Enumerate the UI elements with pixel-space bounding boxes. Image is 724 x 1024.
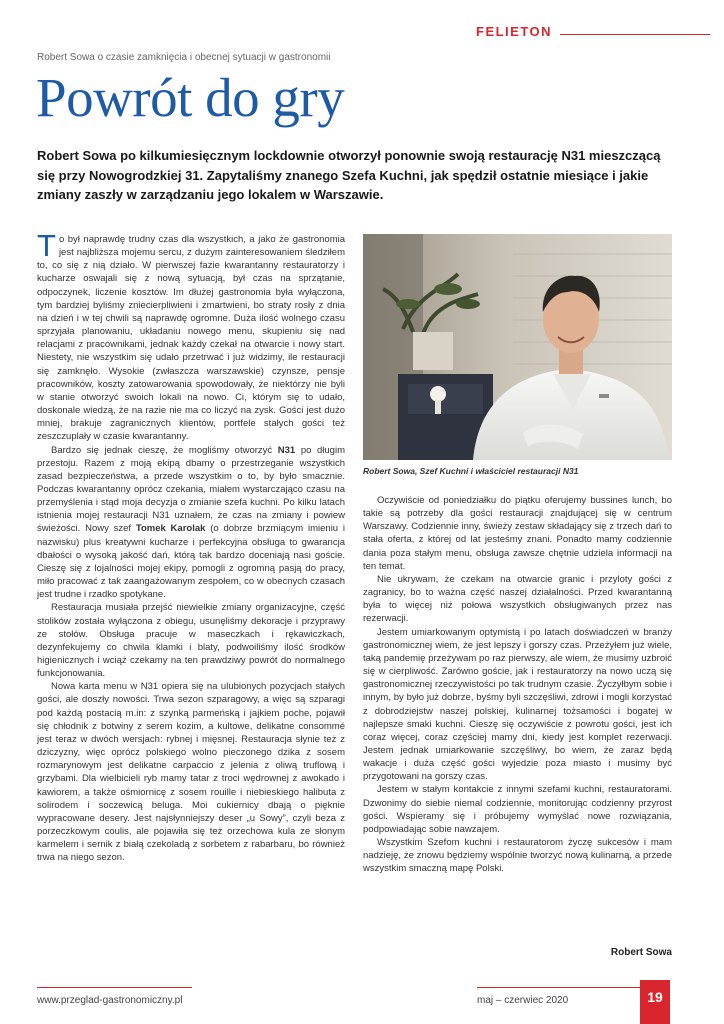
article-kicker: Robert Sowa o czasie zamknięcia i obecnej sytuacji w gastronomii	[37, 52, 331, 63]
article-headline: Powrót do gry	[36, 67, 345, 128]
footer-rule-right	[477, 987, 640, 988]
article-column-left	[37, 228, 345, 865]
footer-rule-left	[37, 987, 192, 988]
article-paragraph	[37, 444, 345, 602]
article-paragraph: Jestem w stałym kontakcie z innymi szefami kuchni, restauratorami. Dzwonimy do siebie niemal codziennie, monitorując codzienny przyrost gości. Wspieramy się i próbujemy wymyślać nowe rozwiązania, podpowiadając sobie nawzajem.	[363, 784, 672, 835]
chef-name: Tomek Karolak	[135, 523, 206, 535]
article-paragraph	[37, 228, 345, 444]
restaurant-name: N31	[277, 444, 296, 456]
chef-photo-illustration	[363, 234, 672, 460]
article-column-right	[363, 494, 672, 876]
paragraph-text: o był naprawdę trudny czas dla wszystkich, a jako że gastronomia jest najbliższa mojemu sercu, z dużym zainteresowaniem śledziłem to, co się z nią działo. W pierwszej fazie kwarantanny restauratorzy i kucharze oswajali się z nową sytuacją, był czas na sprzątanie, odpoczynek, liczenie kosztów. Im dłużej gastronomia była wyłączona, tym bardziej byliśmy zniecierpliwieni i zmartwieni, bo straty rosły z dnia na dzień i w tej chwili są naprawdę ogromne. Duża ilość wolnego czasu sprzyjała planowaniu, układaniu nowego menu, skupieniu się nad relacjami z pracownikami, jednak każdy czekał na otwarcie i nowy start. Niestety, nie wszystkim się udało przetrwać i już widzimy, ile restauracji się zamknęło. Wysokie (zwłaszcza warszawskie) czynsze, pensje pracowników, koszty zatowarowania spowodowały, że niektórzy nie byli w stanie otworzyć swoich lokali na nowo. Ci, którym się to udało, doskonale wiedzą, że na razie nie ma co liczyć na zysk. Gości jest dużo mniej, brakuje zagranicznych klientów, portfele stałych gości też zeszczuplały w czasie kwarantanny.	[37, 234, 345, 443]
author-signature: Robert Sowa	[610, 947, 672, 958]
article-paragraph: Jestem umiarkowanym optymistą i po latach doświadczeń w branży gastronomicznej wiem, że jest lepszy i gorszy czas. Przeżyłem już wiele, taką pandemię przeżywam po raz pierwszy, ale wiem, że musimy uzbroić się w cierpliwość. Zarówno goście, jak i restauratorzy na nowo uczą się gastronomicznej rzeczywistości po tak trudnym czasie. Życzyłbym sobie i innym, by było już dobrze, byśmy byli szczęśliwi, zdrowi i mogli korzystać z dobrodziejstw naszej polskiej, kulinarnej tożsamości i bogatej w najlepsze smaki kuchni. Cieszę się oczywiście z powrotu gości, jest ich coraz więcej, coraz częściej mamy dni, kiedy jest komplet rezerwacji. Jestem jednak umiarkowanie szczęśliwy, bo wiem, że zaraz będą wakacje i duża część gości wyjedzie poza miasto i musimy być przygotowani na gorszy czas.	[363, 626, 672, 783]
article-paragraph: Restauracja musiała przejść niewielkie zmiany organizacyjne, część stolików została wyłączona z obiegu, usunęliśmy dekoracje i przyprawy ze stołów. Obsługa pracuje w maseczkach i rękawiczkach, dezynfekujemy co chwila klamki i blaty, podwoiliśmy ilość środków higienicznych i wciąż czekamy na ten prawdziwy powrót do normalnego funkcjonowania.	[37, 602, 345, 680]
article-paragraph: Wszystkim Szefom kuchni i restauratorom życzę sukcesów i mam nadzieję, że znowu będziemy wspólnie tworzyć nową kulinarną, a przede wszystkim smaczną mapę Polski.	[363, 837, 672, 875]
article-paragraph: Nowa karta menu w N31 opiera się na ulubionych pozycjach stałych gości, ale doszły nowości. Trwa sezon szparagowy, a więc są szparagi pod każdą postacią m.in: z szynką parmeńską i jajkiem poche, pojawił się chłodnik z botwiny z serem kozim, a kultowe, delikatne consommé jest teraz w dwóch wersjach: rybnej i mięsnej. Restauracja słynie też z dziczyzny, więc oprócz polskiego wolno pieczonego dzika z sosem rozmarynowym jest delikatne carpaccio z jelenia z oliwą truflową i grzybami. Dla wielbicieli ryb mamy tatar z troci wędrownej z awokado i kawiorem, a także ośmiornicę z sosem rouille i niebieskiego halibuta z solirodem i soczewicą beluga. Moi cukiernicy dbają o pięknie wypracowane desery. Jest najsłynniejszy deser „u Sowy”, czyli beza z porzeczkowym coulis, ale pojawiła się też orzechowa kula ze słonym karmelem i sernik z białą czekoladą z sorbetem z rabarbaru, bo również trwa na niego sezon.	[37, 681, 345, 864]
article-paragraph: Oczywiście od poniedziałku do piątku oferujemy bussines lunch, bo takie są potrzeby dla gości restauracji znajdującej się w centrum Warszawy. Codziennie inny, świeży zestaw składający się z trzech dań to stała oferta, z której od lat jesteśmy znani. Ponadto mamy codziennie dania poza stałym menu, obsługa zawsze chętnie udziela informacji na ten temat.	[363, 495, 672, 572]
drop-cap: T	[37, 228, 56, 263]
section-label: FELIETON	[476, 24, 553, 39]
photo-caption: Robert Sowa, Szef Kuchni i właściciel restauracji N31	[363, 466, 579, 476]
page-number: 19	[640, 980, 670, 1024]
footer-url: www.przeglad-gastronomiczny.pl	[37, 995, 183, 1006]
article-lead: Robert Sowa po kilkumiesięcznym lockdownie otworzył ponownie swoją restaurację N31 mieszczącą się przy Nowogrodzkiej 31. Zapytaliśmy znanego Szefa Kuchni, jak spędził ostatnie miesiące i jakie zmiany zaszły w zarządzaniu jego lokalem w Warszawie.	[37, 148, 661, 202]
chef-photo	[363, 234, 672, 460]
paragraph-text: po długim przestoju. Razem z moją ekipą dbamy o przestrzeganie wszystkich zasad bezpieczeństwa, a przede wszystkim o to, by było smacznie. Podczas kwarantanny oprócz czekania, miałem wystarczająco czasu na przemyślenia i stąd moja decyzja o zmianie szefa kuchni. Po kilku latach istnienia mojej restauracji N31 uznałem, że czas na zmiany i powiew świeżości. Nowy szef	[37, 444, 345, 535]
paragraph-text: (o dobrze brzmiącym imieniu i nazwisku) plus kreatywni kucharze i perfekcyjna obsługa to gwarancja dbałości o wysoką jakość dań, którą tak bardzo doceniają nasi goście. Cieszę się z lojalności mojej ekipy, pomogli z ogromną pasją do pracy, miło pracować z tak zaangażowanym zespołem, co w obecnych czasach jest trudne i rzadko spotykane.	[37, 523, 345, 601]
paragraph-text: Bardzo się jednak cieszę, że mogliśmy otworzyć	[51, 444, 278, 456]
section-rule	[560, 34, 710, 35]
article-paragraph: Nie ukrywam, że czekam na otwarcie granic i przyloty gości z zagranicy, bo to ważna część naszej działalności. Przed kwarantanną była to więcej niż połowa wszystkich obsługiwanych przez nas rezerwacji.	[363, 573, 672, 625]
issue-date: maj – czerwiec 2020	[477, 995, 569, 1006]
